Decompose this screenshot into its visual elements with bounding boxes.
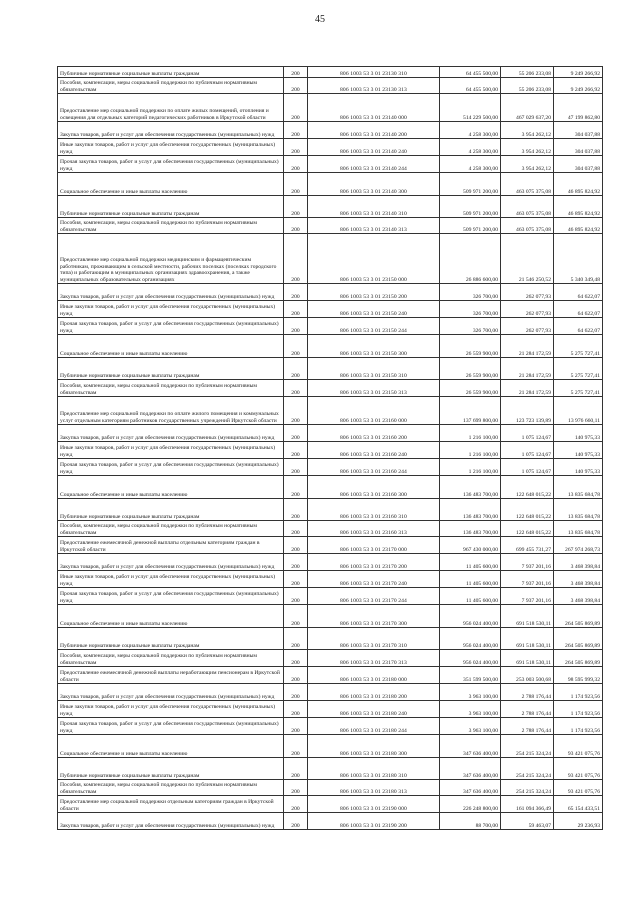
row-name-cell: Иные закупки товаров, работ и услуг для обеспечения государственных (муниципальных) нужд xyxy=(58,139,284,156)
row-name-cell: Закупка товаров, работ и услуг для обеспечения государственных (муниципальных) нужд xyxy=(58,813,284,830)
row-name-cell: Иные закупки товаров, работ и услуг для обеспечения государственных (муниципальных) нужд xyxy=(58,701,284,718)
row-executed-cell: 3 954 262,12 xyxy=(501,139,554,156)
row-name-cell: Иные закупки товаров, работ и услуг для обеспечения государственных (муниципальных) нужд xyxy=(58,571,284,588)
row-approved-cell: 1 216 100,00 xyxy=(440,425,501,442)
table-row xyxy=(58,173,603,196)
row-unexecuted-cell: 140 975,33 xyxy=(554,425,603,442)
row-executed-cell: 467 029 637,20 xyxy=(501,94,554,122)
table-row xyxy=(58,218,603,234)
row-code-cell: 200 xyxy=(284,301,308,318)
row-approved-cell: 88 700,00 xyxy=(440,813,501,830)
budget-execution-table xyxy=(57,66,603,830)
row-kbk-cell: 806 1003 53 3 01 23150 313 xyxy=(308,380,440,397)
row-approved-cell: 956 024 400,00 xyxy=(440,605,501,628)
row-approved-cell: 226 248 800,00 xyxy=(440,796,501,813)
row-executed-cell: 254 215 324,24 xyxy=(501,758,554,780)
row-code-cell: 200 xyxy=(284,139,308,156)
row-approved-cell: 136 483 700,00 xyxy=(440,499,501,521)
row-approved-cell: 11 405 600,00 xyxy=(440,588,501,605)
row-unexecuted-cell: 5 275 727,41 xyxy=(554,335,603,358)
row-unexecuted-cell: 304 037,88 xyxy=(554,122,603,139)
row-approved-cell: 347 636 400,00 xyxy=(440,735,501,758)
row-unexecuted-cell: 46 895 824,92 xyxy=(554,173,603,196)
row-kbk-cell: 806 1003 53 3 01 23180 300 xyxy=(308,735,440,758)
row-executed-cell: 161 094 366,49 xyxy=(501,796,554,813)
row-name-cell: Предоставление ежемесячной денежной выплаты отдельным категориям граждан в Иркутской области xyxy=(58,537,284,554)
row-kbk-cell: 806 1003 53 3 01 23140 000 xyxy=(308,94,440,122)
row-unexecuted-cell: 1 174 923,56 xyxy=(554,718,603,735)
row-code-cell: 200 xyxy=(284,571,308,588)
row-code-cell: 200 xyxy=(284,718,308,735)
table-row xyxy=(58,67,603,78)
table-row xyxy=(58,796,603,813)
row-kbk-cell: 806 1003 53 3 01 23150 200 xyxy=(308,284,440,301)
row-code-cell: 200 xyxy=(284,218,308,234)
row-executed-cell: 463 075 375,08 xyxy=(501,218,554,234)
row-name-cell: Прочая закупка товаров, работ и услуг для обеспечения государственных (муниципальных) нужд xyxy=(58,588,284,605)
row-approved-cell: 326 700,00 xyxy=(440,301,501,318)
row-executed-cell: 7 937 201,16 xyxy=(501,571,554,588)
row-code-cell: 200 xyxy=(284,650,308,667)
row-kbk-cell: 806 1003 53 3 01 23150 244 xyxy=(308,318,440,335)
row-code-cell: 200 xyxy=(284,521,308,537)
row-kbk-cell: 806 1003 53 3 01 23190 000 xyxy=(308,796,440,813)
row-kbk-cell: 806 1003 53 3 01 23170 310 xyxy=(308,628,440,650)
row-approved-cell: 351 599 500,00 xyxy=(440,667,501,684)
row-unexecuted-cell: 46 895 824,92 xyxy=(554,196,603,218)
row-unexecuted-cell: 9 249 266,92 xyxy=(554,78,603,94)
row-name-cell: Публичные нормативные социальные выплаты гражданам xyxy=(58,358,284,380)
table-row xyxy=(58,701,603,718)
row-code-cell: 200 xyxy=(284,735,308,758)
row-approved-cell: 326 700,00 xyxy=(440,284,501,301)
row-approved-cell: 4 258 300,00 xyxy=(440,139,501,156)
row-executed-cell: 7 937 201,16 xyxy=(501,554,554,571)
row-kbk-cell: 806 1003 53 3 01 23180 200 xyxy=(308,684,440,701)
row-name-cell: Предоставление ежемесячной денежной выплаты неработающим пенсионерам в Иркутской области xyxy=(58,667,284,684)
row-approved-cell: 4 258 300,00 xyxy=(440,122,501,139)
row-name-cell: Пособия, компенсации, меры социальной поддержки по публичным нормативным обязательствам xyxy=(58,78,284,94)
row-executed-cell: 2 788 176,44 xyxy=(501,701,554,718)
row-executed-cell: 122 648 015,22 xyxy=(501,521,554,537)
row-name-cell: Прочая закупка товаров, работ и услуг для обеспечения государственных (муниципальных) нужд xyxy=(58,156,284,173)
table-row xyxy=(58,459,603,476)
row-executed-cell: 2 788 176,44 xyxy=(501,718,554,735)
row-kbk-cell: 806 1003 53 3 01 23170 313 xyxy=(308,650,440,667)
row-code-cell: 200 xyxy=(284,780,308,796)
row-unexecuted-cell: 9 249 266,92 xyxy=(554,67,603,78)
row-name-cell: Пособия, компенсации, меры социальной поддержки по публичным нормативным обязательствам xyxy=(58,521,284,537)
row-kbk-cell: 806 1003 53 3 01 23130 310 xyxy=(308,67,440,78)
row-unexecuted-cell: 13 835 684,78 xyxy=(554,521,603,537)
table-row xyxy=(58,284,603,301)
table-row xyxy=(58,521,603,537)
table-row xyxy=(58,397,603,425)
row-approved-cell: 347 636 400,00 xyxy=(440,758,501,780)
row-code-cell: 200 xyxy=(284,318,308,335)
table-row xyxy=(58,588,603,605)
row-code-cell: 200 xyxy=(284,476,308,499)
row-executed-cell: 1 075 124,67 xyxy=(501,459,554,476)
row-approved-cell: 509 971 200,00 xyxy=(440,218,501,234)
row-name-cell: Предоставление мер социальной поддержки по оплате жилого помещения и коммунальных услуг отдельным категориям работников государственных учреждений Иркутской области xyxy=(58,397,284,425)
row-unexecuted-cell: 47 199 862,80 xyxy=(554,94,603,122)
row-unexecuted-cell: 93 421 075,76 xyxy=(554,780,603,796)
row-unexecuted-cell: 304 037,88 xyxy=(554,139,603,156)
row-approved-cell: 26 559 900,00 xyxy=(440,335,501,358)
row-approved-cell: 956 024 400,00 xyxy=(440,628,501,650)
row-kbk-cell: 806 1003 53 3 01 23190 200 xyxy=(308,813,440,830)
row-approved-cell: 64 455 500,00 xyxy=(440,78,501,94)
row-unexecuted-cell: 65 154 433,51 xyxy=(554,796,603,813)
row-executed-cell: 21 546 250,52 xyxy=(501,234,554,284)
row-name-cell: Предоставление мер социальной поддержки отдельным категориям граждан в Иркутской области xyxy=(58,796,284,813)
table-row xyxy=(58,234,603,284)
row-code-cell: 200 xyxy=(284,335,308,358)
row-code-cell: 200 xyxy=(284,667,308,684)
row-code-cell: 200 xyxy=(284,78,308,94)
table-row xyxy=(58,78,603,94)
table-row xyxy=(58,650,603,667)
row-unexecuted-cell: 13 835 684,78 xyxy=(554,499,603,521)
row-approved-cell: 3 963 100,00 xyxy=(440,701,501,718)
row-unexecuted-cell: 3 468 398,84 xyxy=(554,588,603,605)
row-code-cell: 200 xyxy=(284,796,308,813)
row-kbk-cell: 806 1003 53 3 01 23170 000 xyxy=(308,537,440,554)
row-executed-cell: 699 455 731,27 xyxy=(501,537,554,554)
row-kbk-cell: 806 1003 53 3 01 23160 244 xyxy=(308,459,440,476)
row-approved-cell: 26 886 600,00 xyxy=(440,234,501,284)
row-code-cell: 200 xyxy=(284,425,308,442)
row-executed-cell: 262 077,93 xyxy=(501,284,554,301)
row-executed-cell: 691 518 530,11 xyxy=(501,628,554,650)
row-executed-cell: 262 077,93 xyxy=(501,318,554,335)
row-kbk-cell: 806 1003 53 3 01 23170 200 xyxy=(308,554,440,571)
row-kbk-cell: 806 1003 53 3 01 23140 310 xyxy=(308,196,440,218)
row-name-cell: Социальное обеспечение и иные выплаты населению xyxy=(58,476,284,499)
row-executed-cell: 254 215 324,24 xyxy=(501,735,554,758)
row-code-cell: 200 xyxy=(284,67,308,78)
row-name-cell: Закупка товаров, работ и услуг для обеспечения государственных (муниципальных) нужд xyxy=(58,554,284,571)
row-approved-cell: 967 430 000,00 xyxy=(440,537,501,554)
row-executed-cell: 262 077,93 xyxy=(501,301,554,318)
row-name-cell: Социальное обеспечение и иные выплаты населению xyxy=(58,605,284,628)
row-approved-cell: 3 963 100,00 xyxy=(440,718,501,735)
row-code-cell: 200 xyxy=(284,554,308,571)
row-executed-cell: 55 206 233,08 xyxy=(501,78,554,94)
row-unexecuted-cell: 3 468 398,84 xyxy=(554,554,603,571)
row-code-cell: 200 xyxy=(284,284,308,301)
row-code-cell: 200 xyxy=(284,813,308,830)
row-unexecuted-cell: 1 174 923,56 xyxy=(554,684,603,701)
row-name-cell: Прочая закупка товаров, работ и услуг для обеспечения государственных (муниципальных) нужд xyxy=(58,318,284,335)
table-row xyxy=(58,628,603,650)
row-unexecuted-cell: 64 622,07 xyxy=(554,318,603,335)
row-kbk-cell: 806 1003 53 3 01 23160 240 xyxy=(308,442,440,459)
row-unexecuted-cell: 64 622,07 xyxy=(554,284,603,301)
row-code-cell: 200 xyxy=(284,196,308,218)
row-kbk-cell: 806 1003 53 3 01 23170 300 xyxy=(308,605,440,628)
table-row xyxy=(58,735,603,758)
row-unexecuted-cell: 64 622,07 xyxy=(554,301,603,318)
row-kbk-cell: 806 1003 53 3 01 23150 240 xyxy=(308,301,440,318)
table-row xyxy=(58,425,603,442)
row-unexecuted-cell: 264 505 869,89 xyxy=(554,605,603,628)
row-kbk-cell: 806 1003 53 3 01 23180 310 xyxy=(308,758,440,780)
row-name-cell: Предоставление мер социальной поддержки по оплате жилых помещений, отопления и освещения для отдельных категорий педагогических работников в Иркутской области xyxy=(58,94,284,122)
row-executed-cell: 3 954 262,12 xyxy=(501,122,554,139)
row-code-cell: 200 xyxy=(284,701,308,718)
row-unexecuted-cell: 267 974 268,73 xyxy=(554,537,603,554)
row-kbk-cell: 806 1003 53 3 01 23160 000 xyxy=(308,397,440,425)
row-code-cell: 200 xyxy=(284,628,308,650)
row-unexecuted-cell: 98 595 999,32 xyxy=(554,667,603,684)
row-code-cell: 200 xyxy=(284,605,308,628)
row-executed-cell: 1 075 124,67 xyxy=(501,442,554,459)
row-name-cell: Пособия, компенсации, меры социальной поддержки по публичным нормативным обязательствам xyxy=(58,218,284,234)
row-executed-cell: 21 284 172,59 xyxy=(501,358,554,380)
row-code-cell: 200 xyxy=(284,173,308,196)
table-row xyxy=(58,442,603,459)
row-kbk-cell: 806 1003 53 3 01 23130 313 xyxy=(308,78,440,94)
row-name-cell: Иные закупки товаров, работ и услуг для обеспечения государственных (муниципальных) нужд xyxy=(58,442,284,459)
row-code-cell: 200 xyxy=(284,537,308,554)
table-row xyxy=(58,667,603,684)
table-row xyxy=(58,605,603,628)
row-name-cell: Иные закупки товаров, работ и услуг для обеспечения государственных (муниципальных) нужд xyxy=(58,301,284,318)
row-name-cell: Публичные нормативные социальные выплаты гражданам xyxy=(58,499,284,521)
table-row xyxy=(58,335,603,358)
row-name-cell: Пособия, компенсации, меры социальной поддержки по публичным нормативным обязательствам xyxy=(58,650,284,667)
row-code-cell: 200 xyxy=(284,234,308,284)
table-row xyxy=(58,499,603,521)
row-kbk-cell: 806 1003 53 3 01 23160 310 xyxy=(308,499,440,521)
row-code-cell: 200 xyxy=(284,358,308,380)
row-code-cell: 200 xyxy=(284,459,308,476)
row-name-cell: Закупка товаров, работ и услуг для обеспечения государственных (муниципальных) нужд xyxy=(58,684,284,701)
row-executed-cell: 254 215 324,24 xyxy=(501,780,554,796)
row-executed-cell: 122 648 015,22 xyxy=(501,476,554,499)
row-approved-cell: 956 024 400,00 xyxy=(440,650,501,667)
row-approved-cell: 26 559 900,00 xyxy=(440,380,501,397)
row-approved-cell: 136 483 700,00 xyxy=(440,521,501,537)
table-row xyxy=(58,684,603,701)
row-name-cell: Закупка товаров, работ и услуг для обеспечения государственных (муниципальных) нужд xyxy=(58,284,284,301)
row-code-cell: 200 xyxy=(284,499,308,521)
row-name-cell: Закупка товаров, работ и услуг для обеспечения государственных (муниципальных) нужд xyxy=(58,425,284,442)
row-approved-cell: 3 963 100,00 xyxy=(440,684,501,701)
row-approved-cell: 509 971 200,00 xyxy=(440,196,501,218)
page-number: 45 xyxy=(315,14,325,25)
row-kbk-cell: 806 1003 53 3 01 23140 300 xyxy=(308,173,440,196)
row-kbk-cell: 806 1003 53 3 01 23170 244 xyxy=(308,588,440,605)
row-name-cell: Публичные нормативные социальные выплаты гражданам xyxy=(58,628,284,650)
row-name-cell: Социальное обеспечение и иные выплаты населению xyxy=(58,735,284,758)
row-unexecuted-cell: 304 037,88 xyxy=(554,156,603,173)
row-name-cell: Публичные нормативные социальные выплаты гражданам xyxy=(58,67,284,78)
row-unexecuted-cell: 5 275 727,41 xyxy=(554,380,603,397)
row-approved-cell: 1 216 100,00 xyxy=(440,442,501,459)
table-body xyxy=(58,67,603,830)
row-kbk-cell: 806 1003 53 3 01 23150 000 xyxy=(308,234,440,284)
row-approved-cell: 509 971 200,00 xyxy=(440,173,501,196)
row-executed-cell: 253 003 500,68 xyxy=(501,667,554,684)
table-row xyxy=(58,813,603,830)
row-code-cell: 200 xyxy=(284,758,308,780)
row-approved-cell: 4 258 300,00 xyxy=(440,156,501,173)
row-code-cell: 200 xyxy=(284,684,308,701)
row-unexecuted-cell: 264 505 869,89 xyxy=(554,650,603,667)
row-unexecuted-cell: 29 236,93 xyxy=(554,813,603,830)
row-unexecuted-cell: 3 468 398,84 xyxy=(554,571,603,588)
row-executed-cell: 463 075 375,08 xyxy=(501,173,554,196)
row-unexecuted-cell: 140 975,33 xyxy=(554,442,603,459)
row-kbk-cell: 806 1003 53 3 01 23140 313 xyxy=(308,218,440,234)
row-approved-cell: 137 699 800,00 xyxy=(440,397,501,425)
row-code-cell: 200 xyxy=(284,122,308,139)
row-kbk-cell: 806 1003 53 3 01 23180 313 xyxy=(308,780,440,796)
table-row xyxy=(58,139,603,156)
table-row xyxy=(58,718,603,735)
table-row xyxy=(58,196,603,218)
row-code-cell: 200 xyxy=(284,380,308,397)
row-unexecuted-cell: 13 835 684,78 xyxy=(554,476,603,499)
table-row xyxy=(58,358,603,380)
row-executed-cell: 1 075 124,67 xyxy=(501,425,554,442)
row-name-cell: Пособия, компенсации, меры социальной поддержки по публичным нормативным обязательствам xyxy=(58,780,284,796)
row-kbk-cell: 806 1003 53 3 01 23140 240 xyxy=(308,139,440,156)
row-executed-cell: 3 954 262,12 xyxy=(501,156,554,173)
table-row xyxy=(58,780,603,796)
row-approved-cell: 326 700,00 xyxy=(440,318,501,335)
table-row xyxy=(58,380,603,397)
row-code-cell: 200 xyxy=(284,588,308,605)
row-executed-cell: 122 648 015,22 xyxy=(501,499,554,521)
row-code-cell: 200 xyxy=(284,156,308,173)
row-unexecuted-cell: 1 174 923,56 xyxy=(554,701,603,718)
row-kbk-cell: 806 1003 53 3 01 23160 300 xyxy=(308,476,440,499)
row-executed-cell: 21 284 172,59 xyxy=(501,335,554,358)
row-kbk-cell: 806 1003 53 3 01 23150 310 xyxy=(308,358,440,380)
row-name-cell: Прочая закупка товаров, работ и услуг для обеспечения государственных (муниципальных) нужд xyxy=(58,459,284,476)
row-unexecuted-cell: 93 421 075,76 xyxy=(554,758,603,780)
row-name-cell: Социальное обеспечение и иные выплаты населению xyxy=(58,335,284,358)
table-row xyxy=(58,554,603,571)
row-code-cell: 200 xyxy=(284,94,308,122)
row-executed-cell: 691 518 530,11 xyxy=(501,605,554,628)
row-name-cell: Социальное обеспечение и иные выплаты населению xyxy=(58,173,284,196)
row-approved-cell: 347 636 400,00 xyxy=(440,780,501,796)
row-name-cell: Публичные нормативные социальные выплаты гражданам xyxy=(58,758,284,780)
row-approved-cell: 1 216 100,00 xyxy=(440,459,501,476)
row-kbk-cell: 806 1003 53 3 01 23180 000 xyxy=(308,667,440,684)
table-row xyxy=(58,301,603,318)
row-executed-cell: 21 284 172,59 xyxy=(501,380,554,397)
row-unexecuted-cell: 13 976 660,11 xyxy=(554,397,603,425)
table-row xyxy=(58,318,603,335)
row-executed-cell: 691 518 530,11 xyxy=(501,650,554,667)
row-kbk-cell: 806 1003 53 3 01 23140 244 xyxy=(308,156,440,173)
row-name-cell: Публичные нормативные социальные выплаты гражданам xyxy=(58,196,284,218)
row-approved-cell: 26 559 900,00 xyxy=(440,358,501,380)
row-kbk-cell: 806 1003 53 3 01 23180 244 xyxy=(308,718,440,735)
row-approved-cell: 11 405 600,00 xyxy=(440,554,501,571)
table-row xyxy=(58,94,603,122)
table-row xyxy=(58,156,603,173)
row-executed-cell: 59 463,07 xyxy=(501,813,554,830)
row-code-cell: 200 xyxy=(284,397,308,425)
row-unexecuted-cell: 140 975,33 xyxy=(554,459,603,476)
row-unexecuted-cell: 46 895 824,92 xyxy=(554,218,603,234)
table-row xyxy=(58,571,603,588)
row-name-cell: Предоставление мер социальной поддержки медицинским и фармацевтическим работникам, проживающим в сельской местности, рабочих поселках (поселках городского типа) и работающим в муниципальных организациях здравоохранения, а также муниципальных образовательных организациях xyxy=(58,234,284,284)
row-kbk-cell: 806 1003 53 3 01 23140 200 xyxy=(308,122,440,139)
row-name-cell: Прочая закупка товаров, работ и услуг для обеспечения государственных (муниципальных) нужд xyxy=(58,718,284,735)
row-executed-cell: 2 788 176,44 xyxy=(501,684,554,701)
table-row xyxy=(58,476,603,499)
row-unexecuted-cell: 5 275 727,41 xyxy=(554,358,603,380)
row-approved-cell: 136 483 700,00 xyxy=(440,476,501,499)
row-approved-cell: 514 229 500,00 xyxy=(440,94,501,122)
row-approved-cell: 64 455 500,00 xyxy=(440,67,501,78)
row-unexecuted-cell: 93 421 075,76 xyxy=(554,735,603,758)
row-unexecuted-cell: 264 505 869,89 xyxy=(554,628,603,650)
row-kbk-cell: 806 1003 53 3 01 23180 240 xyxy=(308,701,440,718)
row-code-cell: 200 xyxy=(284,442,308,459)
row-executed-cell: 463 075 375,08 xyxy=(501,196,554,218)
row-executed-cell: 123 723 139,89 xyxy=(501,397,554,425)
row-kbk-cell: 806 1003 53 3 01 23150 300 xyxy=(308,335,440,358)
table-row xyxy=(58,537,603,554)
row-kbk-cell: 806 1003 53 3 01 23170 240 xyxy=(308,571,440,588)
row-name-cell: Закупка товаров, работ и услуг для обеспечения государственных (муниципальных) нужд xyxy=(58,122,284,139)
row-kbk-cell: 806 1003 53 3 01 23160 200 xyxy=(308,425,440,442)
row-executed-cell: 55 206 233,08 xyxy=(501,67,554,78)
row-kbk-cell: 806 1003 53 3 01 23160 313 xyxy=(308,521,440,537)
table-row xyxy=(58,758,603,780)
row-approved-cell: 11 405 600,00 xyxy=(440,571,501,588)
row-name-cell: Пособия, компенсации, меры социальной поддержки по публичным нормативным обязательствам xyxy=(58,380,284,397)
row-unexecuted-cell: 5 340 349,48 xyxy=(554,234,603,284)
row-executed-cell: 7 937 201,16 xyxy=(501,588,554,605)
table-row xyxy=(58,122,603,139)
